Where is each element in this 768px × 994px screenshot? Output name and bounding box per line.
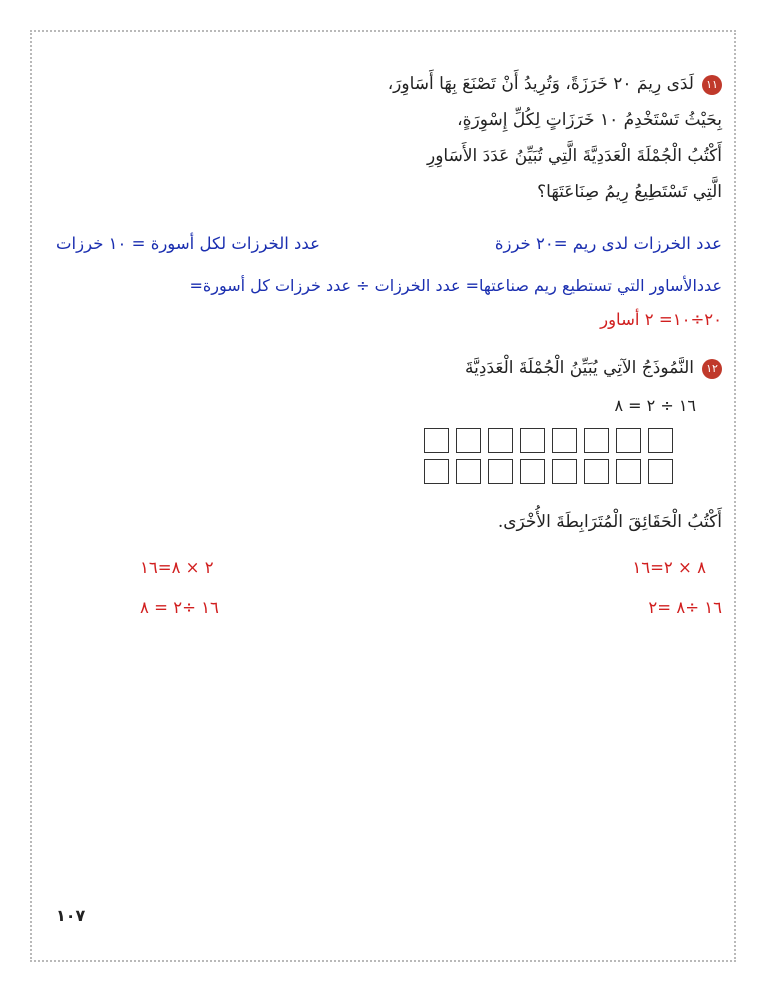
counter-grid xyxy=(424,428,673,484)
grid-square xyxy=(648,459,673,484)
grid-square xyxy=(616,428,641,453)
grid-square xyxy=(424,459,449,484)
answer-bracelets-line: عددالأساور التي تستطيع ريم صناعتها= عدد الخرزات ÷ عدد خرزات كل أسورة= xyxy=(189,276,722,295)
instruction-related-facts: أَكْتُبُ الْحَقَائِقَ الْمُتَرَابِطَةَ الأُخْرَى. xyxy=(497,512,722,532)
grid-square xyxy=(456,428,481,453)
answer-beads-total: عدد الخرزات لدى ريم =٢٠ خرزة xyxy=(494,234,722,253)
grid-square xyxy=(488,459,513,484)
question-11-badge: ١١ xyxy=(702,75,722,95)
model-equation: ١٦ ÷ ٢ = ٨ xyxy=(614,396,696,415)
grid-square xyxy=(616,459,641,484)
grid-square xyxy=(456,459,481,484)
fact-left-1: ٢ × ٨=١٦ xyxy=(140,558,214,577)
fact-left-2: ١٦ ÷٢ = ٨ xyxy=(140,598,219,617)
question-12-badge: ١٢ xyxy=(702,359,722,379)
grid-square xyxy=(488,428,513,453)
grid-square xyxy=(520,459,545,484)
fact-right-1: ٨ × ٢=١٦ xyxy=(632,558,706,577)
grid-square xyxy=(520,428,545,453)
grid-square xyxy=(552,459,577,484)
page-number: ١٠٧ xyxy=(56,906,86,925)
question-11-line-1: ١١لَدَى رِيمَ ٢٠ خَرَزَةً، وَتُرِيدُ أَنْ تَصْنَعَ بِهَا أَسَاوِرَ، xyxy=(302,66,722,102)
grid-square xyxy=(584,428,609,453)
question-12-prompt: النَّمُوذَجُ الآتِي يُبَيِّنُ الْجُمْلَةَ الْعَدَدِيَّةَ xyxy=(465,358,694,378)
question-11-line-3: أَكْتُبُ الْجُمْلَةَ الْعَدَدِيَّةَ الَّتِي تُبَيِّنُ عَدَدَ الأَسَاوِرِ xyxy=(427,146,722,166)
grid-square xyxy=(584,459,609,484)
grid-square xyxy=(552,428,577,453)
answer-beads-per-bracelet: عدد الخرزات لكل أسورة = ١٠ خرزات xyxy=(56,234,320,253)
fact-right-2: ١٦ ÷٨ =٢ xyxy=(648,598,722,617)
question-11-line-2: بِحَيْثُ تَسْتَخْدِمُ ١٠ خَرَزَاتٍ لِكُلِّ إِسْوِرَةٍ، xyxy=(457,110,722,130)
answer-result: ٢٠÷١٠= ٢ أساور xyxy=(600,310,722,329)
question-11 xyxy=(302,66,722,210)
question-12 xyxy=(302,350,722,386)
question-11-line-4: الَّتِي تَسْتَطِيعُ رِيمُ صِنَاعَتَهَا؟ xyxy=(537,182,722,202)
grid-square xyxy=(424,428,449,453)
grid-square xyxy=(648,428,673,453)
